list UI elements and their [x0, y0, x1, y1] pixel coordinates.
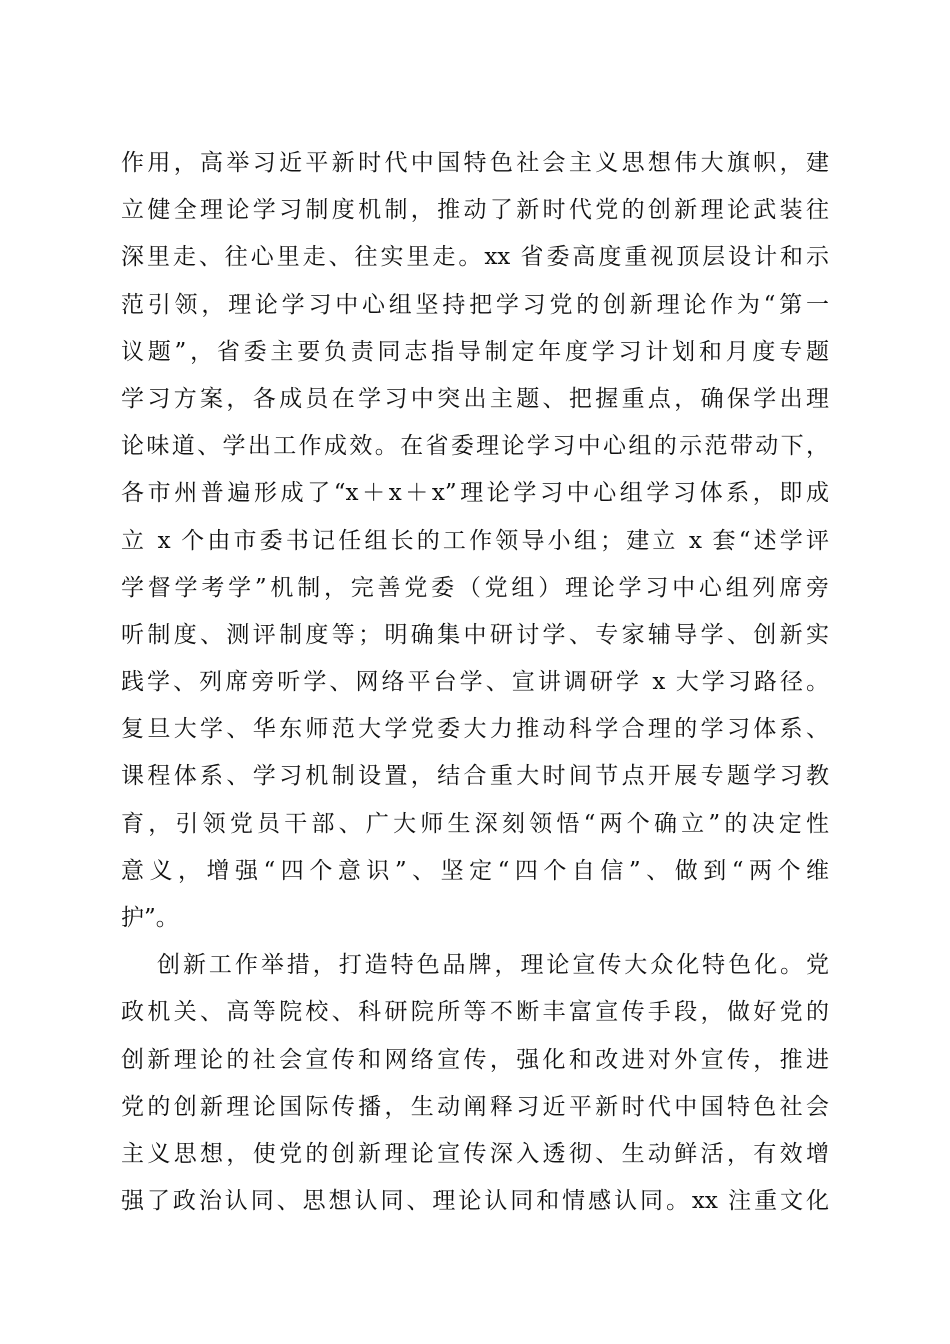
paragraph-2 — [121, 942, 829, 1225]
text-line: 践学、列席旁听学、网络平台学、宣讲调研学 x 大学习路径。 — [121, 669, 829, 696]
text-line: 学习方案，各成员在学习中突出主题、把握重点，确保学出理 — [121, 385, 829, 412]
text-line: 听制度、测评制度等；明确集中研讨学、专家辅导学、创新实 — [121, 621, 829, 648]
paragraph-1 — [121, 140, 829, 942]
text-line: 主义思想，使党的创新理论宣传深入透彻、生动鲜活，有效增 — [121, 1140, 829, 1167]
text-line: 意义，增强“四个意识”、坚定“四个自信”、做到“两个维 — [121, 857, 829, 884]
text-line: 复旦大学、华东师范大学党委大力推动科学合理的学习体系、 — [121, 716, 829, 743]
text-line: 各市州普遍形成了“x＋x＋x”理论学习中心组学习体系，即成 — [121, 480, 829, 507]
document-body — [121, 140, 829, 1225]
text-line: 立健全理论学习制度机制，推动了新时代党的创新理论武装往 — [121, 197, 829, 224]
text-line: 育，引领党员干部、广大师生深刻领悟“两个确立”的决定性 — [121, 810, 829, 837]
text-line: 论味道、学出工作成效。在省委理论学习中心组的示范带动下， — [121, 433, 829, 460]
text-line: 政机关、高等院校、科研院所等不断丰富宣传手段，做好党的 — [121, 999, 829, 1026]
text-line: 创新工作举措，打造特色品牌，理论宣传大众化特色化。党 — [157, 952, 829, 979]
text-line: 立 x 个由市委书记任组长的工作领导小组；建立 x 套“述学评 — [121, 527, 829, 554]
text-line: 创新理论的社会宣传和网络宣传，强化和改进对外宣传，推进 — [121, 1046, 829, 1073]
text-line: 议题”，省委主要负责同志指导制定年度学习计划和月度专题 — [121, 338, 829, 365]
text-line: 护”。 — [121, 905, 179, 931]
text-line: 深里走、往心里走、往实里走。xx 省委高度重视顶层设计和示 — [121, 244, 829, 271]
text-line: 党的创新理论国际传播，生动阐释习近平新时代中国特色社会 — [121, 1093, 829, 1120]
text-line: 学督学考学”机制，完善党委（党组）理论学习中心组列席旁 — [121, 574, 829, 601]
text-line: 强了政治认同、思想认同、理论认同和情感认同。xx 注重文化 — [121, 1188, 829, 1215]
text-line: 作用，高举习近平新时代中国特色社会主义思想伟大旗帜，建 — [121, 150, 829, 176]
text-line: 课程体系、学习机制设置，结合重大时间节点开展专题学习教 — [121, 763, 829, 790]
text-line: 范引领，理论学习中心组坚持把学习党的创新理论作为“第一 — [121, 291, 829, 318]
